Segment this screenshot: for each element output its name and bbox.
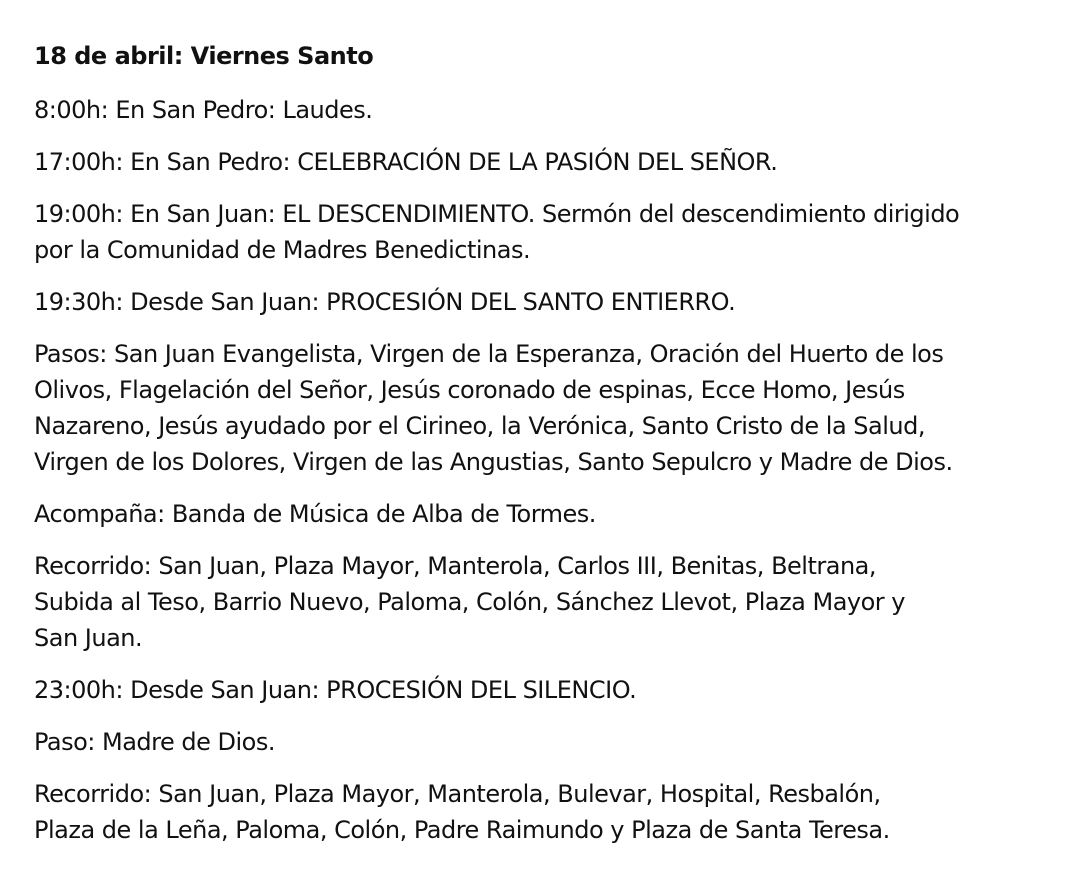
text-line: Paso: Madre de Dios. <box>34 728 275 756</box>
paragraph-paso <box>34 724 1064 760</box>
page-title: 18 de abril: Viernes Santo <box>34 42 374 70</box>
text-line: 19:30h: Desde San Juan: PROCESIÓN DEL SANTO ENTIERRO. <box>34 288 736 316</box>
text-line: San Juan. <box>34 624 143 652</box>
text-line: Nazareno, Jesús ayudado por el Cirineo, la Verónica, Santo Cristo de la Salud, <box>34 412 925 440</box>
text-line: Virgen de los Dolores, Virgen de las Angustias, Santo Sepulcro y Madre de Dios. <box>34 448 953 476</box>
paragraph-celebracion-pasion <box>34 144 1064 180</box>
paragraph-acompana <box>34 496 1064 532</box>
text-line: Olivos, Flagelación del Señor, Jesús coronado de espinas, Ecce Homo, Jesús <box>34 376 905 404</box>
text-line: 8:00h: En San Pedro: Laudes. <box>34 96 373 124</box>
text-line: 23:00h: Desde San Juan: PROCESIÓN DEL SILENCIO. <box>34 676 637 704</box>
text-line: Recorrido: San Juan, Plaza Mayor, Manterola, Carlos III, Benitas, Beltrana, <box>34 552 876 580</box>
text-line: Recorrido: San Juan, Plaza Mayor, Manterola, Bulevar, Hospital, Resbalón, <box>34 780 881 808</box>
text-line: Plaza de la Leña, Paloma, Colón, Padre Raimundo y Plaza de Santa Teresa. <box>34 816 890 844</box>
text-line: Subida al Teso, Barrio Nuevo, Paloma, Colón, Sánchez Llevot, Plaza Mayor y <box>34 588 906 616</box>
paragraph-descendimiento <box>34 196 1064 268</box>
paragraph-santo-entierro <box>34 284 1064 320</box>
text-line: Pasos: San Juan Evangelista, Virgen de la Esperanza, Oración del Huerto de los <box>34 340 944 368</box>
text-line: por la Comunidad de Madres Benedictinas. <box>34 236 531 264</box>
paragraph-recorrido-silencio <box>34 776 1064 848</box>
paragraph-recorrido-entierro <box>34 548 1064 656</box>
paragraph-silencio <box>34 672 1064 708</box>
paragraph-pasos <box>34 336 1064 480</box>
text-line: 17:00h: En San Pedro: CELEBRACIÓN DE LA PASIÓN DEL SEÑOR. <box>34 148 778 176</box>
text-line: 19:00h: En San Juan: EL DESCENDIMIENTO. Sermón del descendimiento dirigido <box>34 200 960 228</box>
document-body <box>34 38 1064 864</box>
paragraph-laudes <box>34 92 1064 128</box>
text-line: Acompaña: Banda de Música de Alba de Tormes. <box>34 500 596 528</box>
